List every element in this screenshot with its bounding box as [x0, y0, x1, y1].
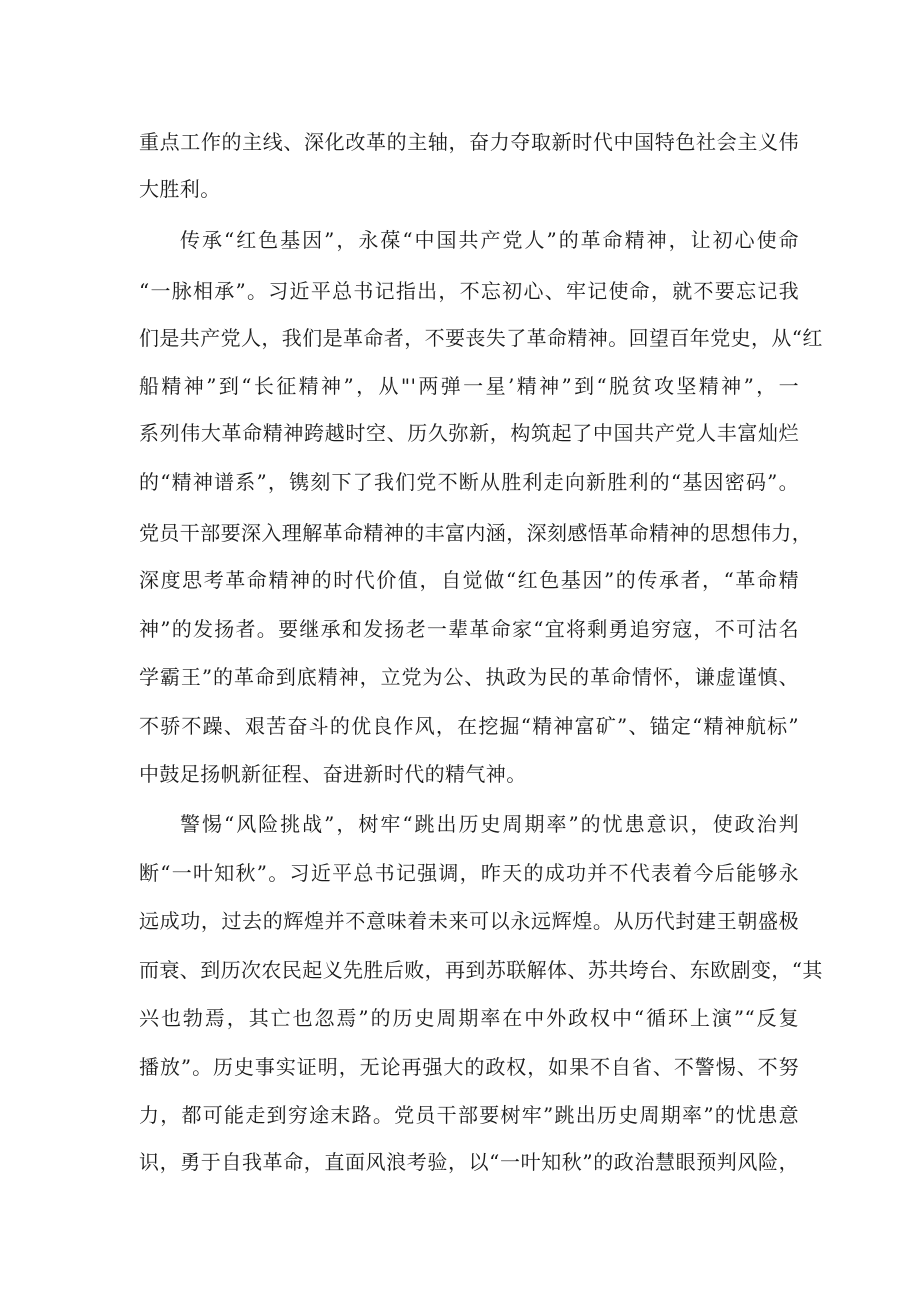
text-line: 播放”。历史事实证明，无论再强大的政权，如果不自省、不警惕、不努: [139, 1055, 799, 1079]
text-line: “一脉相承”。习近平总书记指出，不忘初心、牢记使命，就不要忘记我: [139, 279, 799, 303]
text-line: 远成功，过去的辉煌并不意味着未来可以永远辉煌。从历代封建王朝盛极: [139, 909, 799, 933]
text-line: 而衰、到历次农民起义先胜后败，再到苏联解体、苏共垮台、东欧剧变，“其: [139, 958, 823, 982]
text-line: 断“一叶知秋”。习近平总书记强调，昨天的成功并不代表着今后能够永: [139, 861, 799, 885]
text-line: 们是共产党人，我们是革命者，不要丧失了革命精神。回望百年党史，从“红: [139, 326, 823, 350]
text-line: 深度思考革命精神的时代价值，自觉做“红色基因”的传承者，“革命精: [139, 568, 799, 592]
text-line: 学霸王”的革命到底精神，立党为公、执政为民的革命情怀，谦虚谨慎、: [139, 665, 799, 689]
text-line: 重点工作的主线、深化改革的主轴，奋力夺取新时代中国特色社会主义伟: [139, 130, 799, 154]
paragraph-first-line: 警惕“风险挑战”，树牢“跳出历史周期率”的忧患意识，使政治判: [180, 812, 799, 836]
text-line: 力，都可能走到穷途末路。党员干部要树牢”跳出历史周期率”的忧患意: [139, 1103, 799, 1127]
text-line: 党员干部要深入理解革命精神的丰富内涵，深刻感悟革命精神的思想伟力，: [139, 521, 813, 545]
text-line: 不骄不躁、艰苦奋斗的优良作风，在挖掘“精神富矿”、锚定“精神航标”: [139, 714, 799, 738]
paragraph-first-line: 传承“红色基因”，永葆“中国共产党人”的革命精神，让初心使命: [180, 228, 799, 252]
text-line: 船精神”到“长征精神”，从"'两弹一星’精神”到“脱贫攻坚精神”，一: [139, 374, 799, 398]
text-line: 神”的发扬者。要继承和发扬老一辈革命家“宜将剩勇追穷寇，不可沽名: [139, 617, 799, 641]
text-line: 大胜利。: [139, 177, 221, 201]
text-line: 中鼓足扬帆新征程、奋进新时代的精气神。: [139, 762, 527, 786]
text-line: 系列伟大革命精神跨越时空、历久弥新，构筑起了中国共产党人丰富灿烂: [139, 421, 799, 445]
text-line: 兴也勃焉，其亡也忽焉”的历史周期率在中外政权中“循环上演”“反复: [139, 1006, 799, 1030]
text-line: 的“精神谱系”，镌刻下了我们党不断从胜利走向新胜利的“基因密码”。: [139, 470, 799, 494]
text-line: 识，勇于自我革命，直面风浪考验，以“一叶知秋”的政治慧眼预判风险，: [139, 1150, 799, 1174]
